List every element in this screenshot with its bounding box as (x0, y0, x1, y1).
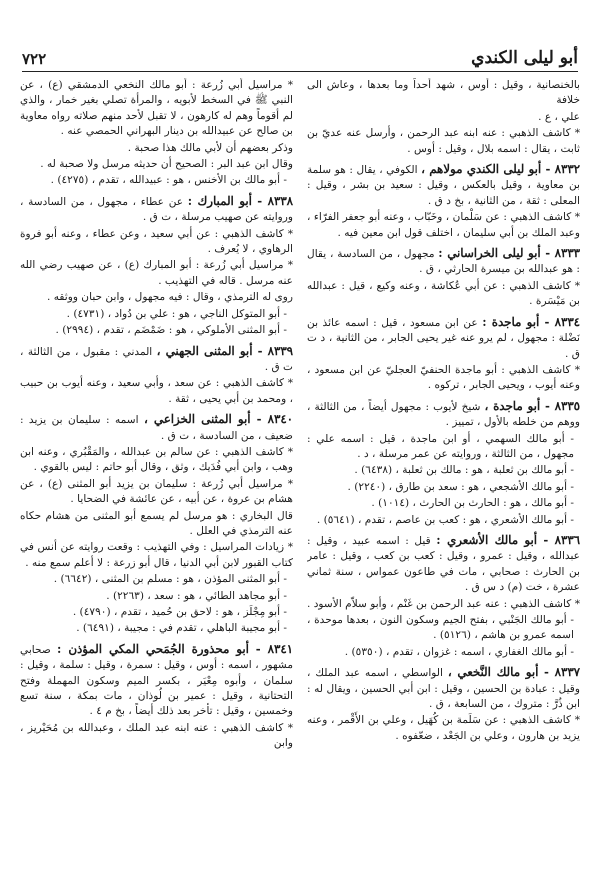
cross-reference: - أبو مجاهد الطائي ، هو : سعد ، (٢٢٦٣) . (106, 589, 287, 602)
biography-entry (20, 344, 293, 376)
text-paragraph: وذكر بعضهم أن لأبي مالك هذا صحبة . (127, 141, 293, 154)
annotation-paragraph: * كاشف الذهبي : عن سَلَمة بن كُهَيل ، وعلي بن الأَقْمر ، وعنه يزيد بن هارون ، وعلي بن الجَعْد ، ضعّفوه . (307, 714, 580, 742)
entry-text: صحابي مشهور ، اسمه : أوس ، وقيل : سمرة ، وقيل : سلمة ، وقيل : سلمان ، وأبوه مِعْيَر ، بكسر الميم وسكون المهملة وفتح التحتانية ، وقيل : عمير بن لُوذان ، مات بمكة ، سنة تسع وخمسين ، وقيل : تأخر بعد ذلك أيضاً ، بخ م ٤ . (20, 643, 293, 718)
cross-reference: - أبو مالك بن ثعلبة ، هو : مالك بن ثعلبة ، (٦٤٣٨) . (354, 464, 574, 477)
text-paragraph: روى له الترمذي ، وقال : فيه مجهول ، وابن حبان ووثقه . (46, 291, 293, 304)
entry-text: الواسطي ، اسمه عبد الملك ، وقيل : عبادة بن الحسين ، وقيل : ابن أبي الحسين ، ويقال له : ابن ذُرَّ : متروك ، من السابعة ، ق . (307, 667, 580, 711)
page-number: ٧٢٢ (22, 50, 47, 68)
entry-text: عن عطاء ، مجهول ، من السادسة ، وروايته عن صهيب مرسلة ، ت ق . (20, 195, 293, 224)
right-column (307, 78, 580, 858)
annotation-paragraph: * مراسيل أبي زُرعة : أبو مالك النخعي الدمشقي (ع) ، عن النبي ﷺ في السخط لأبويه ، والمرأة تصلي بغير خمار ، والذي لم أقوماً وهم له كارهون ، لا تقبل لأحد منهم صلاته رواه معاوية بن صالح عن عبيدالله بن دينار البهراني الحمصي عنه . (20, 79, 293, 138)
annotation-paragraph: * كاشف الذهبي : عنه ابنه عبد الملك ، وعبدالله بن مُحَيْريز ، وابن (20, 721, 293, 750)
biography-entry (20, 642, 293, 720)
entry-heading: ٨٣٣٦ - أبو مالك الأشعري : (436, 532, 580, 547)
cross-reference: - أبو المثنى المؤذن ، هو : مسلم بن المثنى ، (٦٦٤٢) . (53, 573, 287, 586)
entry-text: المدني : مقبول ، من الثالثة ، ت ق . (20, 345, 293, 373)
annotation-paragraph: * كاشف الذهبي : عن أبي سعيد ، وعن عطاء ، وعنه أبو فروة الرهاوي ، لا يُعرف . (20, 227, 293, 256)
text-paragraph: قال البخاري : هو مرسل لم يسمع أبو المثنى من هشام حكاه عنه الترمذي في العلل . (20, 509, 293, 537)
cross-reference: - أبو مالك الأشجعي ، هو : سعد بن طارق ، (٢٢٤٠) . (347, 480, 574, 493)
annotation-paragraph: * مراسيل أبي زُرعة : سليمان بن يزيد أبو المثنى (ع) ، عن هشام بن عروة ، عن أبيه ، عن عائشة في الضحايا . (20, 477, 293, 506)
annotation-paragraph: * كاشف الذهبي : عن سعد ، وأبي سعيد ، وعنه أيوب بن حبيب ، ومحمد بن أبي يحيى ، ثقة . (20, 377, 293, 405)
entry-text: اسمه : سليمان بن يزيد : ضعيف ، من السادسة ، ت ق . (20, 414, 293, 442)
cross-reference: - أبو مجيبة الباهلي ، تقدم في : مجيبة ، (٦٤٩١) . (76, 622, 287, 635)
biography-entry (20, 412, 293, 444)
entry-text: مجهول ، من السادسة ، يقال : هو عبدالله بن ميسرة الحارثي ، ق . (307, 248, 580, 276)
entry-heading: ٨٣٣٣ - أبو ليلى الخراساني : (438, 246, 580, 261)
page-header (22, 42, 578, 72)
cross-reference: - أبو المتوكل الناجي ، هو : علي بن دُواد ، (٤٧٣١) . (66, 307, 287, 320)
biography-entry (307, 533, 580, 596)
biography-entry (307, 399, 580, 431)
cross-reference: - أبو المثنى الأملوكي ، هو : ضَمْضَم ، تقدم ، (٢٩٩٤) . (55, 324, 287, 337)
annotation-paragraph: * كاشف الذهبي : عن أبي عُكاشة ، وعنه وكيع ، قيل : عبدالله بن مَيْسَرة . (307, 279, 580, 308)
two-column-body (20, 78, 580, 858)
left-column (20, 78, 293, 858)
cross-reference: - أبو مالك الأشعري ، هو : كعب بن عاصم ، تقدم ، (٥٦٤١) . (316, 513, 574, 526)
entry-heading: ٨٣٤٠ - أبو المثنى الخزاعي ، (143, 412, 293, 427)
entry-text: قيل : اسمه عبيد ، وقيل : عبدالله ، وقيل : عمرو ، وقيل : كعب بن كعب ، وقيل : عامر بن الحارث : صحابي ، مات في طاعون عمواس ، سنة ثماني عشرة ، خت (م) د س ق . (307, 534, 580, 594)
biography-entry (307, 246, 580, 278)
annotation-paragraph: * مراسيل أبي زُرعة : أبو المبارك (ع) ، عن صهيب رضي الله عنه مرسل . قاله في التهذيب . (20, 259, 293, 287)
entry-heading: ٨٣٤١ - أبو محذورة الجُمَحي المكي المؤذن : (57, 641, 293, 656)
cross-reference: - أبو مالك الجَنْبي ، بفتح الجيم وسكون النون ، بعدها موحدة ، اسمه عمرو بن هاشم ، (٥١٢٦) . (307, 614, 574, 642)
biography-entry (307, 315, 580, 362)
entry-text: الكوفي ، يقال : هو سلمة بن معاوية ، وقيل بالعكس ، وقيل : سعيد بن بشر ، وقيل : المعلى : ثقة ، من الثانية ، بخ د ق . (307, 164, 580, 207)
biography-entry (20, 194, 293, 226)
annotation-paragraph: * كاشف الذهبي : أبو ماجدة الحنفيّ العجليّ عن ابن مسعود ، وعنه أيوب ، ويحيى الجابر ، تركوه . (307, 363, 580, 392)
entry-heading: ٨٣٣٢ - أبو ليلى الكندي مولاهم ، (421, 162, 580, 177)
cross-reference: - أبو مالك بن الأخنس ، هو : عبيدالله ، تقدم ، (٤٢٧٥) . (50, 174, 287, 187)
entry-heading: ٨٣٣٨ - أبو المبارك : (187, 193, 293, 208)
running-title: أبو ليلى الكندي (471, 48, 578, 68)
text-paragraph: وقال ابن عبد البر : الصحيح أن حديثه مرسل ولا صحبة له . (40, 158, 293, 171)
entry-heading: ٨٣٣٥ - أبو ماجدة ، (484, 398, 580, 413)
entry-text: عن ابن مسعود ، قيل : اسمه عائذ بن نَضْلة : مجهول ، لم يرو عنه غير يحيى الجابر ، من الثانية ، د ت ق . (307, 316, 580, 360)
entry-heading: ٨٣٣٤ - أبو ماجدة : (482, 314, 580, 329)
annotation-paragraph: * كاشف الذهبي : عنه عبد الرحمن بن غَنْم ، وأبو سلاّم الأسود . (307, 597, 580, 610)
cross-reference: - أبو مالك السهمي ، أو ابن ماجدة ، قيل : اسمه علي : مجهول ، من الثالثة ، وروايته عن عمر مرسلة ، د . (307, 432, 574, 460)
entry-text: شيخ لأيوب : مجهول أيضاً ، من الثالثة ، ووهم من خلطه بالأول ، تمييز . (307, 400, 580, 429)
annotation-paragraph: * كاشف الذهبي : عنه ابنه عبد الرحمن ، وأرسل عنه عديّ بن ثابت ، يقال : اسمه بلال ، وقيل : أوس . (307, 127, 580, 155)
entry-heading: ٨٣٣٧ - أبو مالك النَّخعي ، (447, 665, 580, 680)
annotation-paragraph: * كاشف الذهبي : عن سالم بن عبدالله ، والمَقْبُري ، وعنه ابن وهب ، وابن أبي فُدَيك ، وثق ، وقال أبو حاتم : ليس بالقوي . (20, 445, 293, 474)
biography-entry (307, 162, 580, 209)
text-paragraph: بالخنصانية ، وقيل : أوس ، شهد أحداً وما بعدها ، وعاش الى خلافة (307, 79, 580, 107)
biography-entry (307, 665, 580, 712)
cross-reference: - أبو مِجْلَز ، هو : لاحق بن حُميد ، تقدم ، (٤٧٩٠) . (72, 606, 287, 618)
cross-reference: - أبو مالك الغفاري ، اسمه : غزوان ، تقدم ، (٥٣٥٠) . (344, 645, 574, 658)
annotation-paragraph: * زيادات المراسيل : وفي التهذيب : وقعت روايته عن أنس في كتاب القبور لابن أبي الدنيا ، قال أبو زرعة : لا أعلم سمع منه . (20, 541, 293, 569)
text-paragraph: علي ، ع . (538, 110, 580, 123)
entry-heading: ٨٣٣٩ - أبو المثنى الجهني ، (156, 343, 293, 358)
cross-reference: - أبو مالك ، هو : الحارث بن الحارث ، (١٠١٤) . (371, 497, 574, 510)
annotation-paragraph: * كاشف الذهبي : عن سَلْمان ، وخَبّاب ، وعنه أبو جعفر الفرّاء ، وعبد الملك بن أبي سليمان ، اختلف قول ابن معين فيه . (307, 211, 580, 239)
